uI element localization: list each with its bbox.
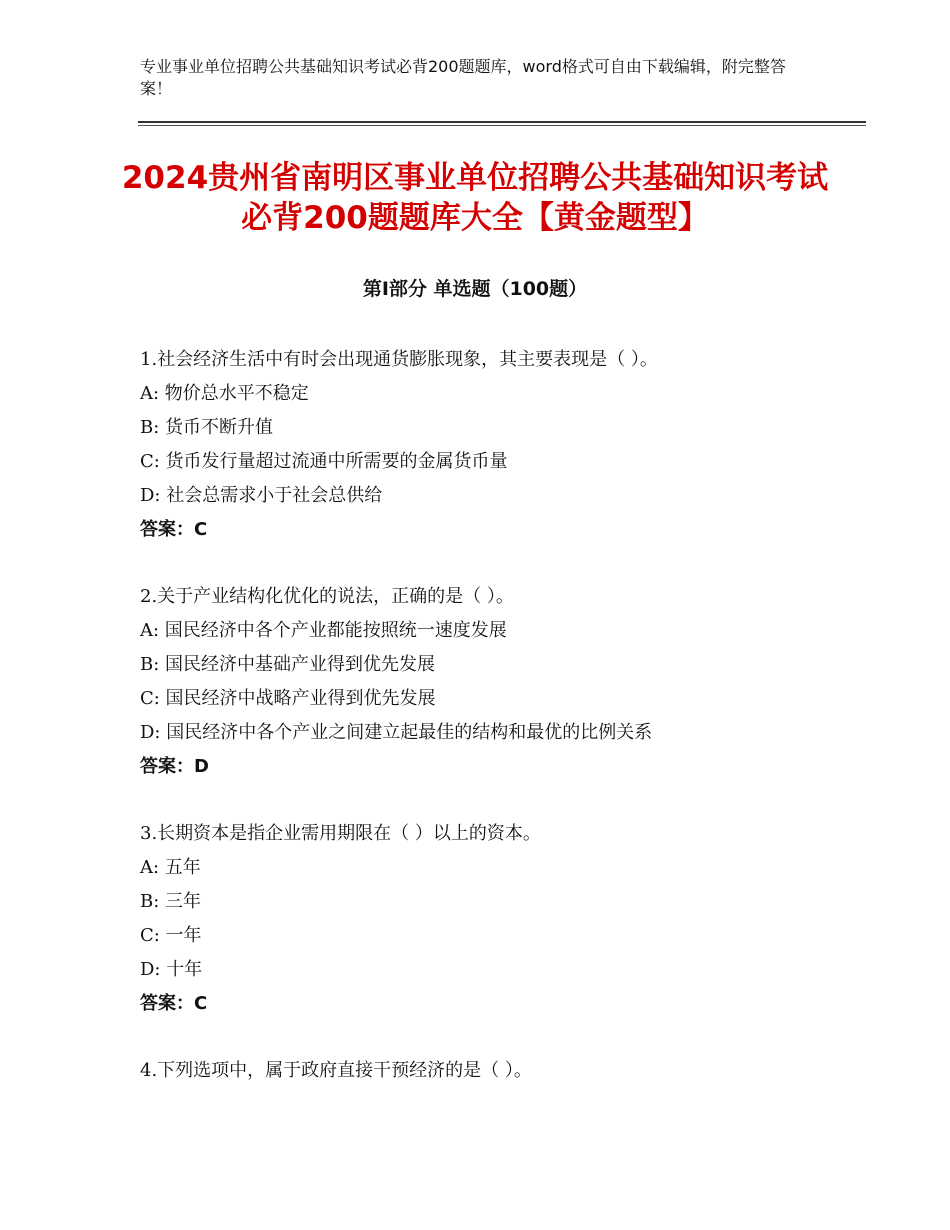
option-a: A: 五年 — [140, 857, 201, 878]
header-note: 专业事业单位招聘公共基础知识考试必背200题题库，word格式可自由下载编辑，附完整答案！ — [140, 57, 786, 98]
question-list — [140, 343, 880, 1121]
option-c: C: 一年 — [140, 925, 202, 946]
option-a: A: 物价总水平不稳定 — [140, 383, 309, 404]
question-stem: 2.关于产业结构化优化的说法，正确的是（ ）。 — [140, 586, 514, 607]
document-title: 2024贵州省南明区事业单位招聘公共基础知识考试必背200题题库大全【黄金题型】 — [121, 160, 829, 236]
option-b: B: 三年 — [140, 891, 202, 912]
question-4 — [140, 1054, 880, 1088]
header-rule-thin — [138, 125, 866, 126]
header-rule-thick — [138, 121, 866, 123]
option-d: D: 国民经济中各个产业之间建立起最佳的结构和最优的比例关系 — [140, 722, 653, 743]
option-b: B: 国民经济中基础产业得到优先发展 — [140, 654, 436, 675]
option-c: C: 货币发行量超过流通中所需要的金属货币量 — [140, 451, 508, 472]
answer: 答案：D — [140, 756, 209, 777]
question-stem: 1.社会经济生活中有时会出现通货膨胀现象，其主要表现是（ ）。 — [140, 349, 658, 370]
answer: 答案：C — [140, 993, 208, 1014]
question-stem: 3.长期资本是指企业需用期限在（ ）以上的资本。 — [140, 823, 541, 844]
answer: 答案：C — [140, 519, 208, 540]
question-1 — [140, 343, 880, 547]
option-d: D: 十年 — [140, 959, 203, 980]
question-stem: 4.下列选项中，属于政府直接干预经济的是（ ）。 — [140, 1060, 532, 1081]
question-2 — [140, 580, 880, 784]
option-a: A: 国民经济中各个产业都能按照统一速度发展 — [140, 620, 507, 641]
option-c: C: 国民经济中战略产业得到优先发展 — [140, 688, 436, 709]
option-b: B: 货币不断升值 — [140, 417, 274, 438]
question-3 — [140, 817, 880, 1021]
section-title: 第Ⅰ部分 单选题（100题） — [362, 278, 588, 300]
option-d: D: 社会总需求小于社会总供给 — [140, 485, 383, 506]
